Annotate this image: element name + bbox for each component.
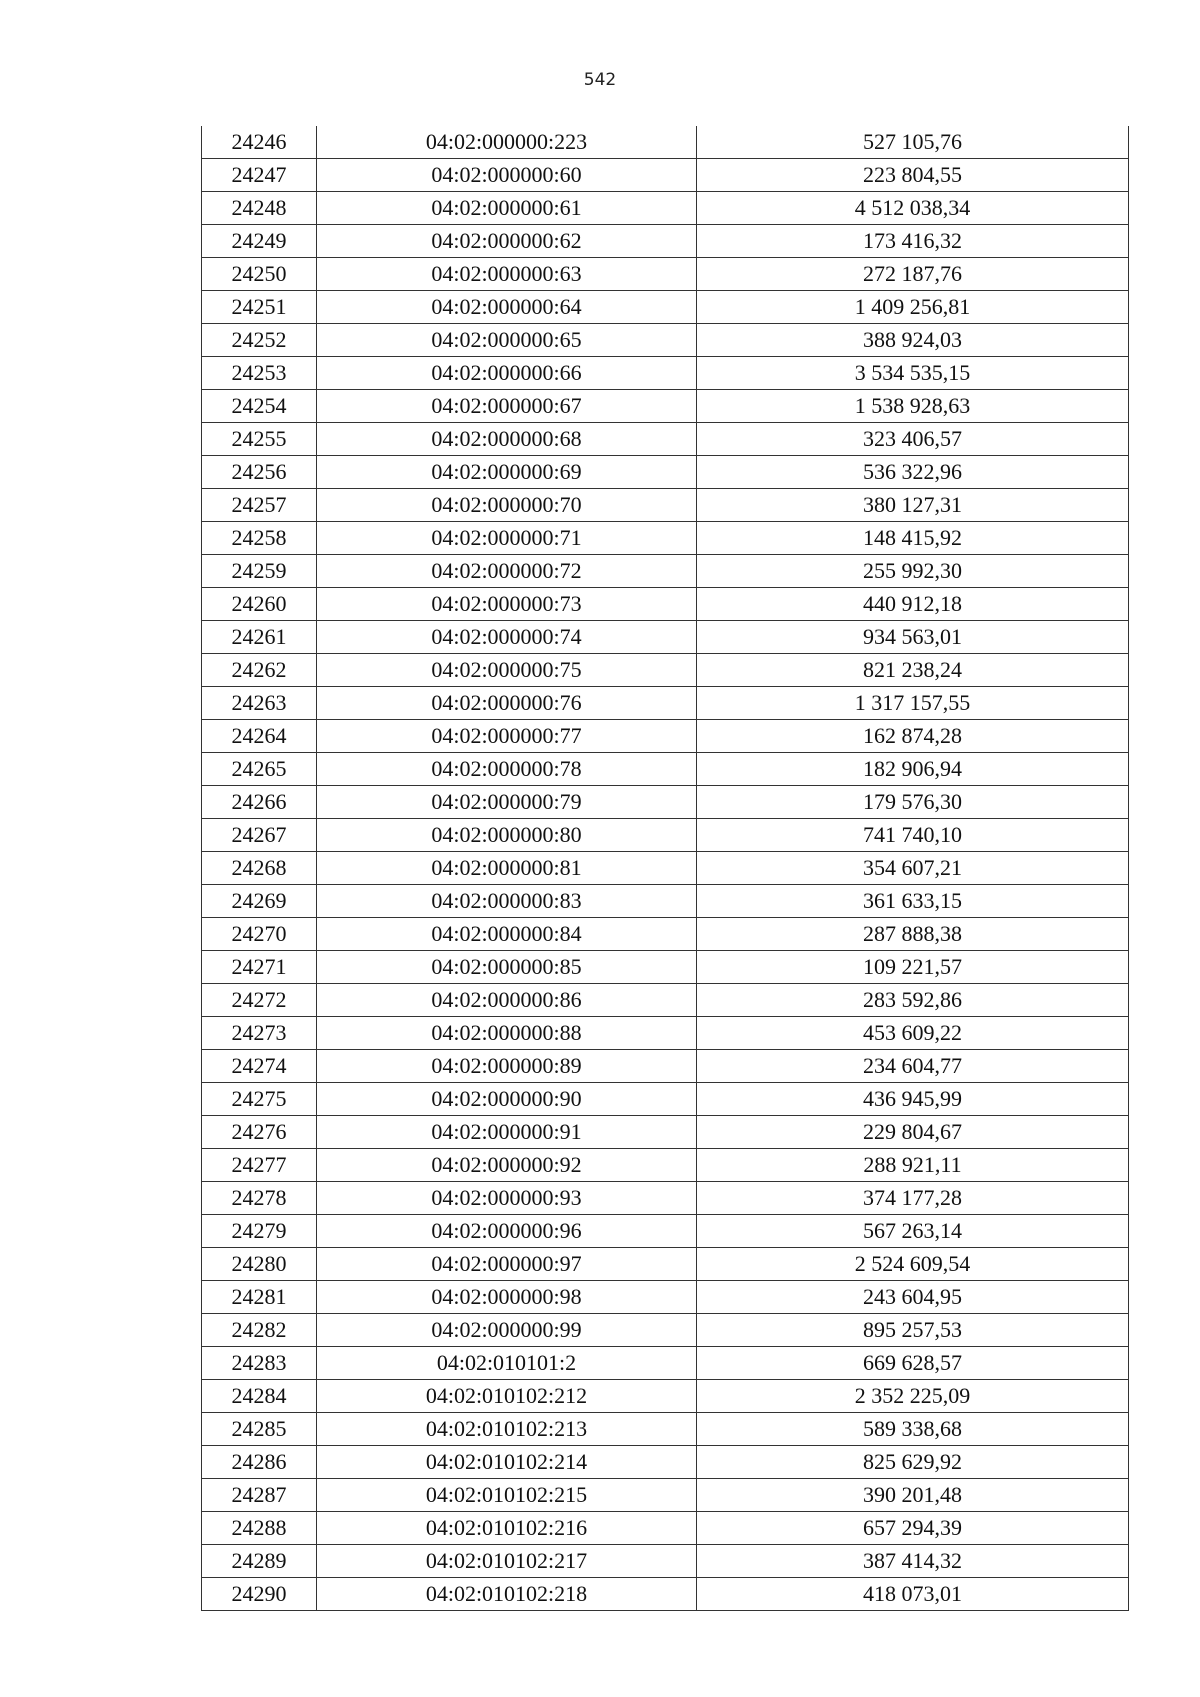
cadastral-value-cell: 4 512 038,34 xyxy=(697,192,1129,225)
cadastral-number-cell: 04:02:000000:71 xyxy=(317,522,697,555)
table-row xyxy=(202,753,1129,786)
row-number-cell: 24259 xyxy=(202,555,317,588)
cadastral-number-cell: 04:02:000000:89 xyxy=(317,1050,697,1083)
table-row xyxy=(202,522,1129,555)
row-number-cell: 24253 xyxy=(202,357,317,390)
table-row xyxy=(202,1182,1129,1215)
cadastral-value-cell: 821 238,24 xyxy=(697,654,1129,687)
cadastral-value-cell: 283 592,86 xyxy=(697,984,1129,1017)
table-row xyxy=(202,390,1129,423)
table-row xyxy=(202,423,1129,456)
table-row xyxy=(202,1446,1129,1479)
row-number-cell: 24284 xyxy=(202,1380,317,1413)
cadastral-value-cell: 374 177,28 xyxy=(697,1182,1129,1215)
cadastral-value-cell: 418 073,01 xyxy=(697,1578,1129,1611)
cadastral-value-cell: 589 338,68 xyxy=(697,1413,1129,1446)
cadastral-value-cell: 380 127,31 xyxy=(697,489,1129,522)
row-number-cell: 24279 xyxy=(202,1215,317,1248)
row-number-cell: 24267 xyxy=(202,819,317,852)
cadastral-number-cell: 04:02:000000:80 xyxy=(317,819,697,852)
row-number-cell: 24278 xyxy=(202,1182,317,1215)
row-number-cell: 24288 xyxy=(202,1512,317,1545)
cadastral-number-cell: 04:02:000000:92 xyxy=(317,1149,697,1182)
cadastral-value-cell: 179 576,30 xyxy=(697,786,1129,819)
cadastral-number-cell: 04:02:000000:96 xyxy=(317,1215,697,1248)
table-row xyxy=(202,258,1129,291)
cadastral-value-cell: 162 874,28 xyxy=(697,720,1129,753)
row-number-cell: 24254 xyxy=(202,390,317,423)
cadastral-value-cell: 354 607,21 xyxy=(697,852,1129,885)
cadastral-number-cell: 04:02:000000:60 xyxy=(317,159,697,192)
cadastral-number-cell: 04:02:000000:67 xyxy=(317,390,697,423)
table-row xyxy=(202,1281,1129,1314)
cadastral-number-cell: 04:02:000000:61 xyxy=(317,192,697,225)
table-row xyxy=(202,159,1129,192)
table-row xyxy=(202,984,1129,1017)
table-row xyxy=(202,786,1129,819)
cadastral-number-cell: 04:02:000000:77 xyxy=(317,720,697,753)
cadastral-number-cell: 04:02:000000:75 xyxy=(317,654,697,687)
page-number: 542 xyxy=(583,70,617,90)
cadastral-number-cell: 04:02:000000:78 xyxy=(317,753,697,786)
cadastral-value-cell: 173 416,32 xyxy=(697,225,1129,258)
cadastral-value-cell: 1 538 928,63 xyxy=(697,390,1129,423)
cadastral-value-cell: 527 105,76 xyxy=(697,126,1129,159)
cadastral-number-cell: 04:02:000000:73 xyxy=(317,588,697,621)
row-number-cell: 24274 xyxy=(202,1050,317,1083)
table-row xyxy=(202,126,1129,159)
table-row xyxy=(202,621,1129,654)
row-number-cell: 24264 xyxy=(202,720,317,753)
table-row xyxy=(202,918,1129,951)
cadastral-value-cell: 669 628,57 xyxy=(697,1347,1129,1380)
row-number-cell: 24260 xyxy=(202,588,317,621)
cadastral-value-cell: 255 992,30 xyxy=(697,555,1129,588)
row-number-cell: 24246 xyxy=(202,126,317,159)
cadastral-number-cell: 04:02:000000:90 xyxy=(317,1083,697,1116)
row-number-cell: 24280 xyxy=(202,1248,317,1281)
cadastral-number-cell: 04:02:010102:215 xyxy=(317,1479,697,1512)
row-number-cell: 24265 xyxy=(202,753,317,786)
row-number-cell: 24290 xyxy=(202,1578,317,1611)
table-row xyxy=(202,1083,1129,1116)
table-row xyxy=(202,1116,1129,1149)
cadastral-value-cell: 388 924,03 xyxy=(697,324,1129,357)
cadastral-value-cell: 287 888,38 xyxy=(697,918,1129,951)
cadastral-number-cell: 04:02:010102:212 xyxy=(317,1380,697,1413)
row-number-cell: 24287 xyxy=(202,1479,317,1512)
cadastral-number-cell: 04:02:000000:91 xyxy=(317,1116,697,1149)
cadastral-value-cell: 1 317 157,55 xyxy=(697,687,1129,720)
cadastral-value-cell: 361 633,15 xyxy=(697,885,1129,918)
cadastral-value-cell: 2 524 609,54 xyxy=(697,1248,1129,1281)
table-row xyxy=(202,1512,1129,1545)
table-row xyxy=(202,654,1129,687)
row-number-cell: 24255 xyxy=(202,423,317,456)
cadastral-number-cell: 04:02:000000:68 xyxy=(317,423,697,456)
cadastral-number-cell: 04:02:000000:64 xyxy=(317,291,697,324)
table-row xyxy=(202,1413,1129,1446)
cadastral-value-cell: 234 604,77 xyxy=(697,1050,1129,1083)
cadastral-number-cell: 04:02:010101:2 xyxy=(317,1347,697,1380)
row-number-cell: 24289 xyxy=(202,1545,317,1578)
row-number-cell: 24248 xyxy=(202,192,317,225)
cadastral-value-table-container xyxy=(201,126,1129,1611)
row-number-cell: 24285 xyxy=(202,1413,317,1446)
cadastral-value-cell: 109 221,57 xyxy=(697,951,1129,984)
table-row xyxy=(202,357,1129,390)
row-number-cell: 24250 xyxy=(202,258,317,291)
row-number-cell: 24249 xyxy=(202,225,317,258)
row-number-cell: 24271 xyxy=(202,951,317,984)
row-number-cell: 24263 xyxy=(202,687,317,720)
row-number-cell: 24283 xyxy=(202,1347,317,1380)
cadastral-value-cell: 229 804,67 xyxy=(697,1116,1129,1149)
cadastral-value-cell: 453 609,22 xyxy=(697,1017,1129,1050)
cadastral-number-cell: 04:02:000000:83 xyxy=(317,885,697,918)
table-row xyxy=(202,1479,1129,1512)
cadastral-number-cell: 04:02:000000:62 xyxy=(317,225,697,258)
table-row xyxy=(202,852,1129,885)
row-number-cell: 24266 xyxy=(202,786,317,819)
cadastral-number-cell: 04:02:000000:88 xyxy=(317,1017,697,1050)
cadastral-value-cell: 182 906,94 xyxy=(697,753,1129,786)
table-row xyxy=(202,1215,1129,1248)
cadastral-number-cell: 04:02:000000:97 xyxy=(317,1248,697,1281)
row-number-cell: 24268 xyxy=(202,852,317,885)
row-number-cell: 24269 xyxy=(202,885,317,918)
cadastral-value-cell: 387 414,32 xyxy=(697,1545,1129,1578)
cadastral-value-cell: 440 912,18 xyxy=(697,588,1129,621)
cadastral-value-cell: 3 534 535,15 xyxy=(697,357,1129,390)
table-row xyxy=(202,720,1129,753)
row-number-cell: 24270 xyxy=(202,918,317,951)
row-number-cell: 24252 xyxy=(202,324,317,357)
table-row xyxy=(202,1578,1129,1611)
cadastral-value-cell: 223 804,55 xyxy=(697,159,1129,192)
row-number-cell: 24261 xyxy=(202,621,317,654)
row-number-cell: 24258 xyxy=(202,522,317,555)
cadastral-number-cell: 04:02:000000:66 xyxy=(317,357,697,390)
cadastral-number-cell: 04:02:000000:70 xyxy=(317,489,697,522)
table-row xyxy=(202,1050,1129,1083)
row-number-cell: 24247 xyxy=(202,159,317,192)
table-row xyxy=(202,885,1129,918)
row-number-cell: 24276 xyxy=(202,1116,317,1149)
cadastral-number-cell: 04:02:000000:76 xyxy=(317,687,697,720)
cadastral-value-cell: 288 921,11 xyxy=(697,1149,1129,1182)
row-number-cell: 24272 xyxy=(202,984,317,1017)
table-row xyxy=(202,1380,1129,1413)
cadastral-number-cell: 04:02:010102:216 xyxy=(317,1512,697,1545)
table-row xyxy=(202,1017,1129,1050)
table-row xyxy=(202,951,1129,984)
row-number-cell: 24251 xyxy=(202,291,317,324)
cadastral-number-cell: 04:02:010102:213 xyxy=(317,1413,697,1446)
cadastral-number-cell: 04:02:000000:69 xyxy=(317,456,697,489)
cadastral-number-cell: 04:02:000000:72 xyxy=(317,555,697,588)
cadastral-value-cell: 895 257,53 xyxy=(697,1314,1129,1347)
table-row xyxy=(202,192,1129,225)
table-row xyxy=(202,489,1129,522)
cadastral-value-cell: 2 352 225,09 xyxy=(697,1380,1129,1413)
cadastral-number-cell: 04:02:000000:98 xyxy=(317,1281,697,1314)
cadastral-value-cell: 148 415,92 xyxy=(697,522,1129,555)
cadastral-value-cell: 741 740,10 xyxy=(697,819,1129,852)
table-row xyxy=(202,1545,1129,1578)
row-number-cell: 24257 xyxy=(202,489,317,522)
table-body xyxy=(202,126,1129,1611)
row-number-cell: 24262 xyxy=(202,654,317,687)
cadastral-number-cell: 04:02:010102:218 xyxy=(317,1578,697,1611)
row-number-cell: 24281 xyxy=(202,1281,317,1314)
cadastral-number-cell: 04:02:000000:85 xyxy=(317,951,697,984)
cadastral-value-cell: 825 629,92 xyxy=(697,1446,1129,1479)
cadastral-number-cell: 04:02:000000:79 xyxy=(317,786,697,819)
cadastral-value-cell: 243 604,95 xyxy=(697,1281,1129,1314)
row-number-cell: 24256 xyxy=(202,456,317,489)
cadastral-number-cell: 04:02:000000:63 xyxy=(317,258,697,291)
cadastral-number-cell: 04:02:000000:99 xyxy=(317,1314,697,1347)
cadastral-value-cell: 436 945,99 xyxy=(697,1083,1129,1116)
cadastral-number-cell: 04:02:000000:86 xyxy=(317,984,697,1017)
cadastral-number-cell: 04:02:000000:81 xyxy=(317,852,697,885)
table-row xyxy=(202,1248,1129,1281)
table-row xyxy=(202,588,1129,621)
table-row xyxy=(202,291,1129,324)
table-row xyxy=(202,1347,1129,1380)
table-row xyxy=(202,1149,1129,1182)
row-number-cell: 24282 xyxy=(202,1314,317,1347)
cadastral-number-cell: 04:02:000000:93 xyxy=(317,1182,697,1215)
cadastral-value-cell: 536 322,96 xyxy=(697,456,1129,489)
cadastral-number-cell: 04:02:000000:74 xyxy=(317,621,697,654)
cadastral-value-cell: 567 263,14 xyxy=(697,1215,1129,1248)
table-row xyxy=(202,324,1129,357)
cadastral-value-table xyxy=(201,126,1129,1611)
cadastral-value-cell: 657 294,39 xyxy=(697,1512,1129,1545)
table-row xyxy=(202,555,1129,588)
cadastral-value-cell: 934 563,01 xyxy=(697,621,1129,654)
cadastral-number-cell: 04:02:010102:214 xyxy=(317,1446,697,1479)
table-row xyxy=(202,819,1129,852)
table-row xyxy=(202,225,1129,258)
row-number-cell: 24273 xyxy=(202,1017,317,1050)
cadastral-number-cell: 04:02:000000:223 xyxy=(317,126,697,159)
cadastral-number-cell: 04:02:000000:65 xyxy=(317,324,697,357)
row-number-cell: 24286 xyxy=(202,1446,317,1479)
cadastral-value-cell: 323 406,57 xyxy=(697,423,1129,456)
cadastral-number-cell: 04:02:000000:84 xyxy=(317,918,697,951)
cadastral-value-cell: 390 201,48 xyxy=(697,1479,1129,1512)
table-row xyxy=(202,1314,1129,1347)
cadastral-number-cell: 04:02:010102:217 xyxy=(317,1545,697,1578)
row-number-cell: 24277 xyxy=(202,1149,317,1182)
cadastral-value-cell: 272 187,76 xyxy=(697,258,1129,291)
table-row xyxy=(202,456,1129,489)
table-row xyxy=(202,687,1129,720)
row-number-cell: 24275 xyxy=(202,1083,317,1116)
cadastral-value-cell: 1 409 256,81 xyxy=(697,291,1129,324)
